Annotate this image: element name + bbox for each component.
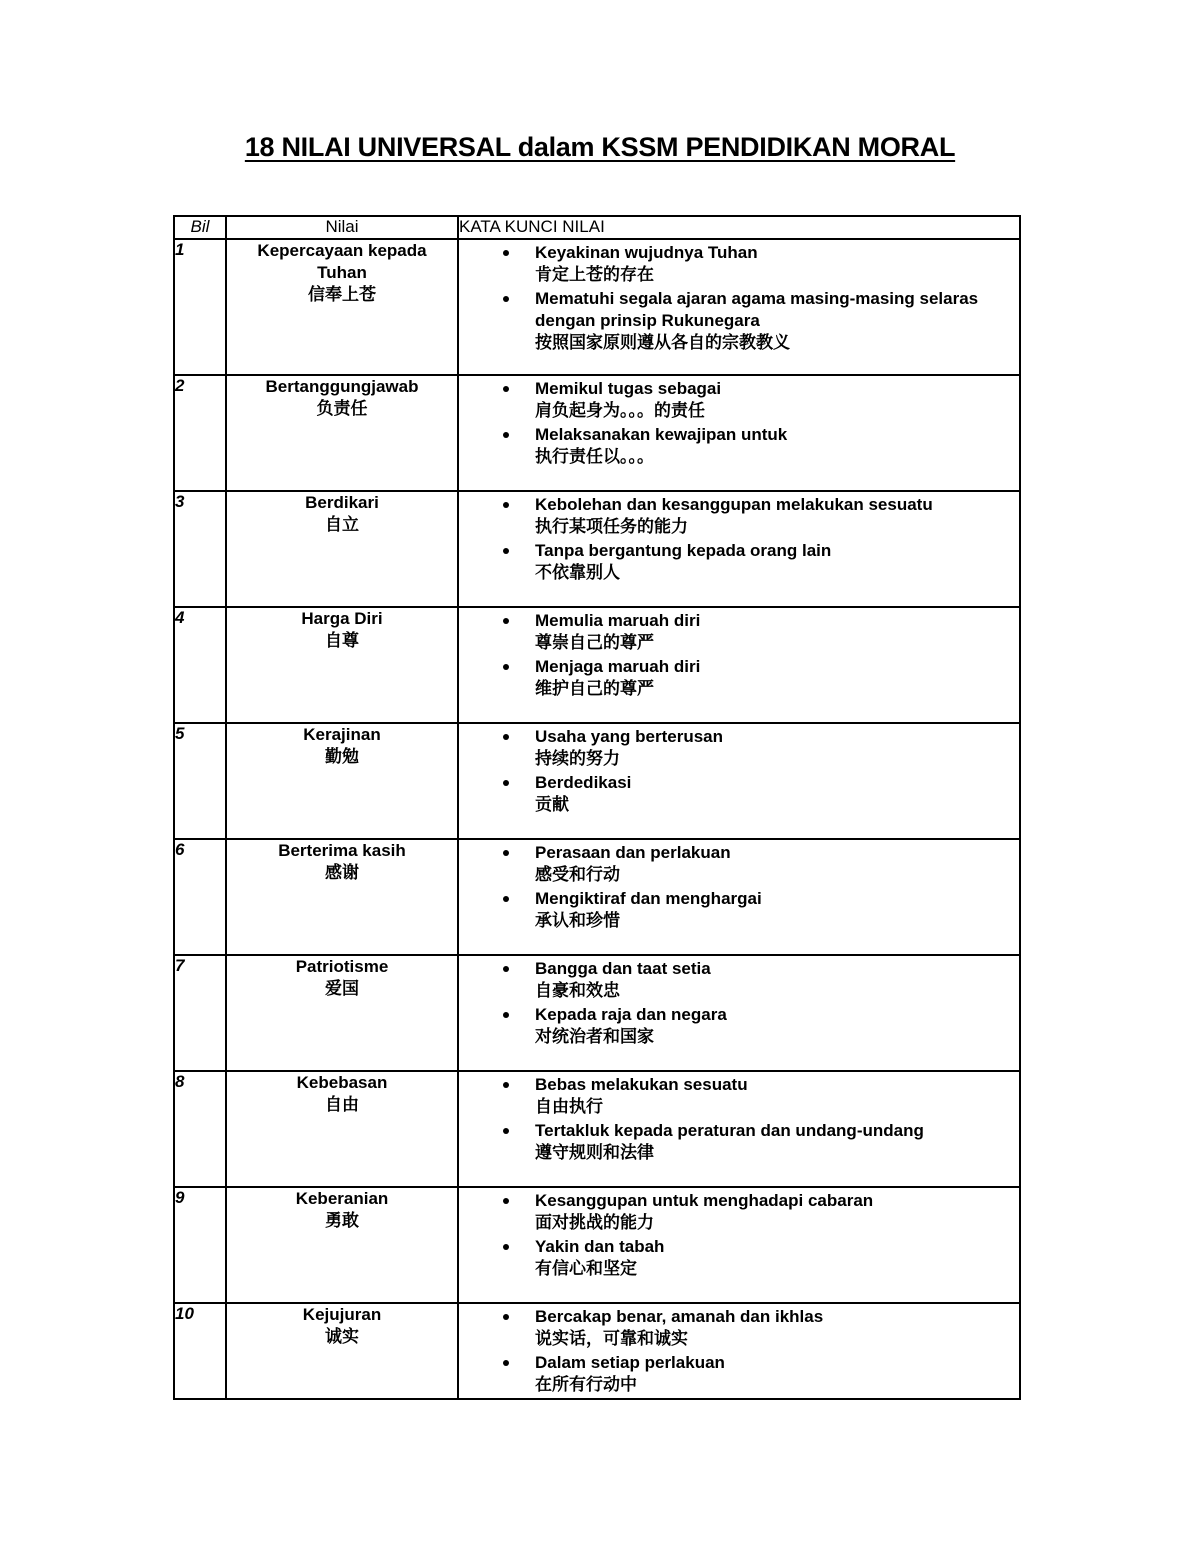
value-cell [226, 1071, 458, 1187]
keyword-chinese: 贡献 [535, 795, 569, 814]
row-number: 6 [174, 839, 226, 955]
list-item [459, 888, 1019, 932]
values-table [173, 215, 1021, 1400]
keyword-malay: Bercakap benar, amanah dan ikhlas [535, 1307, 824, 1326]
keyword-malay: Mematuhi segala ajaran agama masing-masing selaras dengan prinsip Rukunegara [535, 289, 979, 330]
list-item [459, 772, 1019, 816]
row-number: 4 [174, 607, 226, 723]
keyword-chinese: 尊崇自己的尊严 [535, 633, 654, 652]
row-number: 5 [174, 723, 226, 839]
keyword-chinese: 承认和珍惜 [535, 911, 620, 930]
list-item [459, 842, 1019, 886]
keywords-cell [458, 723, 1020, 839]
keywords-list [459, 608, 1019, 700]
list-item [459, 540, 1019, 584]
bullet-icon [503, 618, 509, 624]
keyword-chinese: 持续的努力 [535, 749, 620, 768]
value-cell [226, 839, 458, 955]
bullet-icon [503, 966, 509, 972]
keyword-chinese: 自豪和效忠 [535, 981, 620, 1000]
value-name: Kejujuran [302, 1305, 382, 1324]
list-item [459, 726, 1019, 770]
bullet-icon [503, 780, 509, 786]
bullet-icon [503, 1198, 509, 1204]
value-cell [226, 1303, 458, 1399]
bullet-icon [503, 1244, 509, 1250]
bullet-icon [503, 1314, 509, 1320]
bullet-icon [503, 432, 509, 438]
value-name: Bertanggungjawab [265, 377, 419, 396]
row-number: 7 [174, 955, 226, 1071]
keyword-chinese: 不依靠别人 [535, 563, 620, 582]
keywords-list [459, 1188, 1019, 1280]
keyword-chinese: 有信心和坚定 [535, 1259, 637, 1278]
value-name-chinese: 自尊 [325, 631, 359, 650]
keywords-list [459, 240, 1019, 354]
keywords-cell [458, 839, 1020, 955]
keyword-chinese: 肩负起身为。。。的责任 [535, 401, 705, 420]
table-body [174, 239, 1020, 1399]
value-name-chinese: 信奉上苍 [308, 285, 376, 304]
keyword-malay: Kepada raja dan negara [535, 1005, 727, 1024]
bullet-icon [503, 386, 509, 392]
keyword-malay: Tertakluk kepada peraturan dan undang-undang [535, 1121, 924, 1140]
value-cell [226, 723, 458, 839]
list-item [459, 494, 1019, 538]
keywords-cell [458, 1071, 1020, 1187]
list-item [459, 288, 1019, 354]
value-name: Kepercayaan kepada Tuhan [257, 241, 427, 282]
value-name: Keberanian [295, 1189, 389, 1208]
row-number: 10 [174, 1303, 226, 1399]
keyword-malay: Melaksanakan kewajipan untuk [535, 425, 788, 444]
keyword-malay: Menjaga maruah diri [535, 657, 701, 676]
keyword-malay: Memulia maruah diri [535, 611, 701, 630]
keyword-malay: Usaha yang berterusan [535, 727, 724, 746]
page-title: 18 NILAI UNIVERSAL dalam KSSM PENDIDIKAN MORAL [244, 132, 956, 162]
table-header-row [174, 216, 1020, 239]
keyword-malay: Bebas melakukan sesuatu [535, 1075, 748, 1094]
row-number: 1 [174, 239, 226, 375]
table-row [174, 1187, 1020, 1303]
row-number: 8 [174, 1071, 226, 1187]
bullet-icon [503, 502, 509, 508]
list-item [459, 958, 1019, 1002]
keywords-list [459, 840, 1019, 932]
value-cell [226, 239, 458, 375]
keyword-chinese: 说实话，可靠和诚实 [535, 1329, 688, 1348]
bullet-icon [503, 250, 509, 256]
keyword-chinese: 遵守规则和法律 [535, 1143, 654, 1162]
value-name-chinese: 感谢 [325, 863, 359, 882]
keyword-chinese: 执行责任以。。。 [535, 447, 654, 466]
keyword-chinese: 在所有行动中 [535, 1375, 637, 1394]
table-row [174, 955, 1020, 1071]
value-cell [226, 1187, 458, 1303]
header-kata-kunci: KATA KUNCI NILAI [458, 216, 1020, 239]
value-name: Harga Diri [301, 609, 383, 628]
keyword-chinese: 自由执行 [535, 1097, 603, 1116]
table-row [174, 1071, 1020, 1187]
list-item [459, 1074, 1019, 1118]
bullet-icon [503, 850, 509, 856]
keywords-cell [458, 1187, 1020, 1303]
list-item [459, 1190, 1019, 1234]
keyword-malay: Mengiktiraf dan menghargai [535, 889, 762, 908]
value-name-chinese: 诚实 [325, 1327, 359, 1346]
list-item [459, 1120, 1019, 1164]
row-number: 3 [174, 491, 226, 607]
list-item [459, 424, 1019, 468]
keywords-list [459, 1072, 1019, 1164]
list-item [459, 1236, 1019, 1280]
value-name: Berterima kasih [278, 841, 406, 860]
keywords-list [459, 492, 1019, 584]
row-number: 9 [174, 1187, 226, 1303]
keywords-cell [458, 491, 1020, 607]
keywords-list [459, 376, 1019, 468]
bullet-icon [503, 896, 509, 902]
keywords-list [459, 724, 1019, 816]
keywords-cell [458, 239, 1020, 375]
keyword-chinese: 对统治者和国家 [535, 1027, 654, 1046]
value-name-chinese: 自立 [325, 515, 359, 534]
value-name-chinese: 勤勉 [325, 747, 359, 766]
bullet-icon [503, 1082, 509, 1088]
keywords-cell [458, 607, 1020, 723]
table-row [174, 239, 1020, 375]
keyword-malay: Kebolehan dan kesanggupan melakukan sesuatu [535, 495, 933, 514]
value-cell [226, 607, 458, 723]
keywords-list [459, 956, 1019, 1048]
keyword-chinese: 维护自己的尊严 [535, 679, 654, 698]
table-row [174, 491, 1020, 607]
value-cell [226, 955, 458, 1071]
keywords-cell [458, 1303, 1020, 1399]
keyword-chinese: 面对挑战的能力 [535, 1213, 654, 1232]
bullet-icon [503, 1360, 509, 1366]
value-name-chinese: 负责任 [316, 399, 368, 418]
keyword-malay: Keyakinan wujudnya Tuhan [535, 243, 758, 262]
table-row [174, 839, 1020, 955]
keyword-chinese: 感受和行动 [535, 865, 620, 884]
value-name-chinese: 自由 [325, 1095, 359, 1114]
value-name-chinese: 勇敢 [325, 1211, 359, 1230]
keywords-cell [458, 955, 1020, 1071]
keyword-malay: Tanpa bergantung kepada orang lain [535, 541, 832, 560]
value-name-chinese: 爱国 [325, 979, 359, 998]
value-cell [226, 491, 458, 607]
keyword-malay: Memikul tugas sebagai [535, 379, 722, 398]
list-item [459, 378, 1019, 422]
list-item [459, 242, 1019, 286]
bullet-icon [503, 1012, 509, 1018]
keywords-list [459, 1304, 1019, 1396]
table-row [174, 375, 1020, 491]
keyword-malay: Bangga dan taat setia [535, 959, 711, 978]
value-name: Kerajinan [303, 725, 381, 744]
list-item [459, 1352, 1019, 1396]
keyword-malay: Yakin dan tabah [535, 1237, 665, 1256]
value-name: Patriotisme [295, 957, 389, 976]
keyword-malay: Kesanggupan untuk menghadapi cabaran [535, 1191, 874, 1210]
list-item [459, 610, 1019, 654]
keyword-malay: Berdedikasi [535, 773, 632, 792]
table-row [174, 1303, 1020, 1399]
bullet-icon [503, 296, 509, 302]
list-item [459, 1004, 1019, 1048]
row-number: 2 [174, 375, 226, 491]
keyword-chinese: 按照国家原则遵从各自的宗教教义 [535, 333, 790, 352]
keyword-malay: Dalam setiap perlakuan [535, 1353, 725, 1372]
bullet-icon [503, 548, 509, 554]
list-item [459, 656, 1019, 700]
value-cell [226, 375, 458, 491]
keyword-malay: Perasaan dan perlakuan [535, 843, 731, 862]
keyword-chinese: 执行某项任务的能力 [535, 517, 688, 536]
bullet-icon [503, 734, 509, 740]
bullet-icon [503, 1128, 509, 1134]
table-row [174, 607, 1020, 723]
keyword-chinese: 肯定上苍的存在 [535, 265, 654, 284]
keywords-cell [458, 375, 1020, 491]
value-name: Kebebasan [296, 1073, 388, 1092]
table-row [174, 723, 1020, 839]
header-nilai: Nilai [226, 216, 458, 239]
header-bil: Bil [174, 216, 226, 239]
list-item [459, 1306, 1019, 1350]
value-name: Berdikari [305, 493, 379, 512]
bullet-icon [503, 664, 509, 670]
